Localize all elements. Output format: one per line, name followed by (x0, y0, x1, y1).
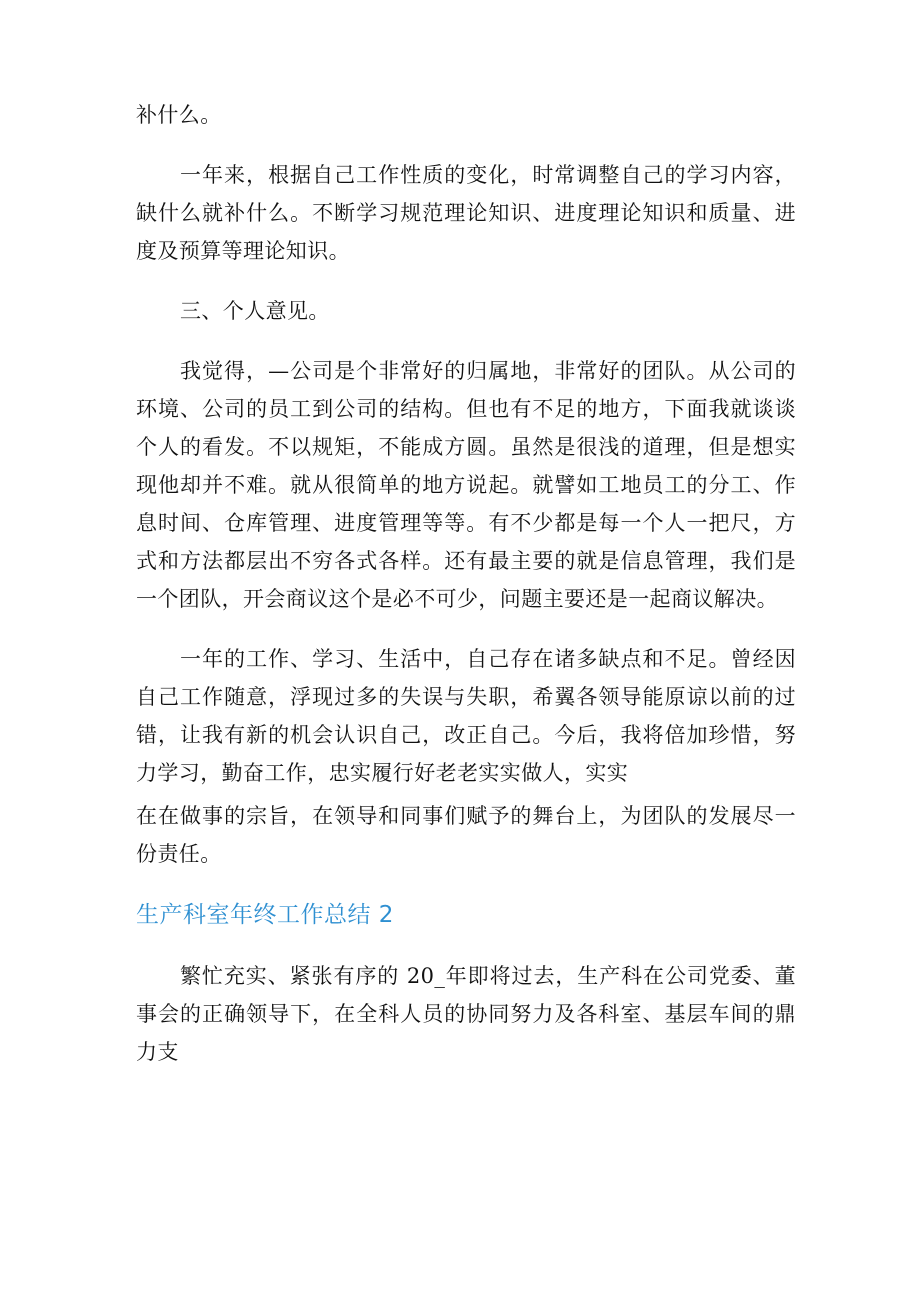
paragraph-closing: 在在做事的宗旨，在领导和同事们赋予的舞台上，为团队的发展尽一份责任。 (136, 804, 796, 866)
paragraph-section-three-title: 三、个人意见。 (180, 299, 330, 323)
paragraph-continuation: 补什么。 (136, 103, 222, 127)
paragraph-study: 一年来，根据自己工作性质的变化，时常调整自己的学习内容，缺什么就补什么。不断学习规范理论知识、进度理论知识和质量、进度及预算等理论知识。 (136, 163, 796, 263)
paragraph-opinion: 我觉得，—公司是个非常好的归属地，非常好的团队。从公司的环境、公司的员工到公司的结构。但也有不足的地方，下面我就谈谈个人的看发。不以规矩，不能成方圆。虽然是很浅的道理，但是想实现他却并不难。就从很简单的地方说起。就譬如工地员工的分工、作息时间、仓库管理、进度管理等等。有不少都是每一个人一把尺，方式和方法都层出不穷各式各样。还有最主要的就是信息管理，我们是一个团队，开会商议这个是必不可少，问题主要还是一起商议解决。 (136, 359, 796, 611)
paragraph-section-intro: 繁忙充实、紧张有序的 20_年即将过去，生产科在公司党委、董事会的正确领导下，在全科人员的协同努力及各科室、基层车间的鼎力支 (136, 964, 796, 1064)
paragraph-shortcomings: 一年的工作、学习、生活中，自己存在诸多缺点和不足。曾经因自己工作随意，浮现过多的失误与失职，希翼各领导能原谅以前的过错，让我有新的机会认识自己，改正自己。今后，我将倍加珍惜，努力学习，勤奋工作，忠实履行好老老实实做人，实实 (136, 647, 796, 785)
section-heading: 生产科室年终工作总结 2 (136, 902, 394, 928)
